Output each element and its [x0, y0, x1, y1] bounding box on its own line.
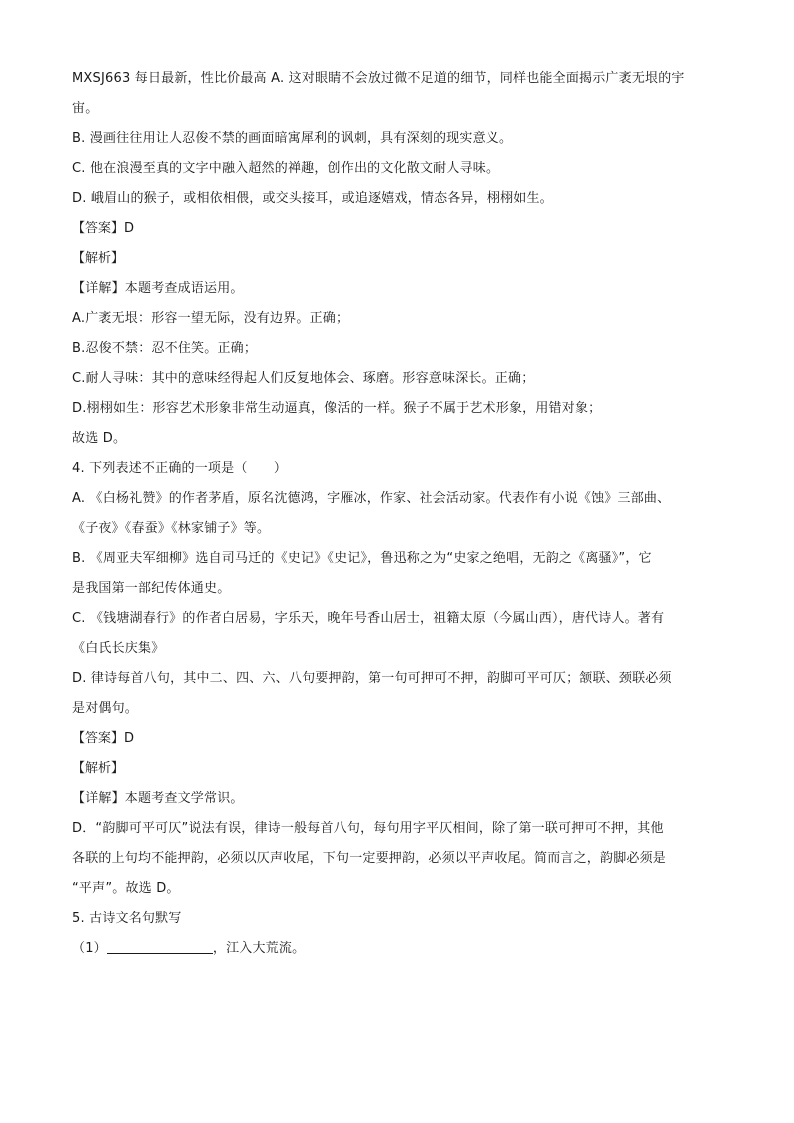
q4-option-c: C. 《钱塘湖春行》的作者白居易，字乐天，晚年号香山居士，祖籍太原（今属山西），唐代诗人。著有	[72, 611, 665, 626]
q3-analysis-label: 【解析】	[72, 251, 125, 266]
q4-explanation: 各联的上句均不能押韵，必须以仄声收尾，下句一定要押韵，必须以平声收尾。简而言之，韵脚必须是	[72, 851, 667, 866]
q3-stem-line: MXSJ663 每日最新，性比价最高 A. 这对眼睛不会放过微不足道的细节，同样也能全面揭示广袤无垠的宇	[72, 71, 685, 86]
q5-item-1-number: （1）	[72, 941, 107, 956]
q5-stem: 5. 古诗文名句默写	[72, 911, 182, 926]
q3-explanation-a: A.广袤无垠：形容一望无际，没有边界。正确；	[72, 311, 350, 326]
q4-explanation: “平声”。故选 D。	[72, 881, 180, 896]
q4-detail: 【详解】本题考查文学常识。	[72, 791, 244, 806]
q5-item-1-blank[interactable]	[107, 939, 213, 954]
q3-option-b: B. 漫画往往用让人忍俊不禁的画面暗寓犀利的讽刺，具有深刻的现实意义。	[72, 131, 513, 146]
q5-item-1-text: ，江入大荒流。	[212, 941, 306, 956]
q4-option-a: 《子夜》《春蚕》《林家铺子》等。	[72, 521, 271, 536]
q3-explanation-b: B.忍俊不禁：忍不住笑。正确；	[72, 341, 258, 356]
q4-stem: 4. 下列表述不正确的一项是（ ）	[72, 461, 288, 476]
q4-option-d: 是对偶句。	[72, 701, 139, 716]
q4-answer: 【答案】D	[72, 731, 135, 746]
q3-detail: 【详解】本题考查成语运用。	[72, 281, 244, 296]
q3-answer: 【答案】D	[72, 221, 135, 236]
q4-explanation: D．“韵脚可平可仄”说法有误，律诗一般每首八句，每句用字平仄相间，除了第一联可押可不押，其他	[72, 821, 664, 836]
q3-conclusion: 故选 D。	[72, 431, 127, 446]
q4-option-d: D. 律诗每首八句，其中二、四、六、八句要押韵，第一句可押可不押，韵脚可平可仄；颔联、颈联必须	[72, 671, 672, 686]
document-page	[72, 64, 724, 964]
q3-explanation-c: C.耐人寻味：其中的意味经得起人们反复地体会、琢磨。形容意味深长。正确；	[72, 371, 535, 386]
q4-option-a: A. 《白杨礼赞》的作者茅盾，原名沈德鸿，字雁冰，作家、社会活动家。代表作有小说《蚀》三部曲、	[72, 491, 671, 506]
q4-option-b: B. 《周亚夫军细柳》选自司马迁的《史记》《史记》，鲁迅称之为“史家之绝唱，无韵之《离骚》”，它	[72, 551, 652, 566]
q4-option-c: 《白氏长庆集》	[72, 641, 165, 656]
q4-option-b: 是我国第一部纪传体通史。	[72, 581, 231, 596]
q3-explanation-d: D.栩栩如生：形容艺术形象非常生动逼真，像活的一样。猴子不属于艺术形象，用错对象；	[72, 401, 602, 416]
q3-option-c: C. 他在浪漫至真的文字中融入超然的禅趣，创作出的文化散文耐人寻味。	[72, 161, 500, 176]
q4-analysis-label: 【解析】	[72, 761, 125, 776]
q5-item-1	[72, 934, 724, 964]
q3-option-d: D. 峨眉山的猴子，或相依相偎，或交头接耳，或追逐嬉戏，情态各异，栩栩如生。	[72, 191, 553, 206]
q3-stem-line: 宙。	[72, 101, 99, 116]
